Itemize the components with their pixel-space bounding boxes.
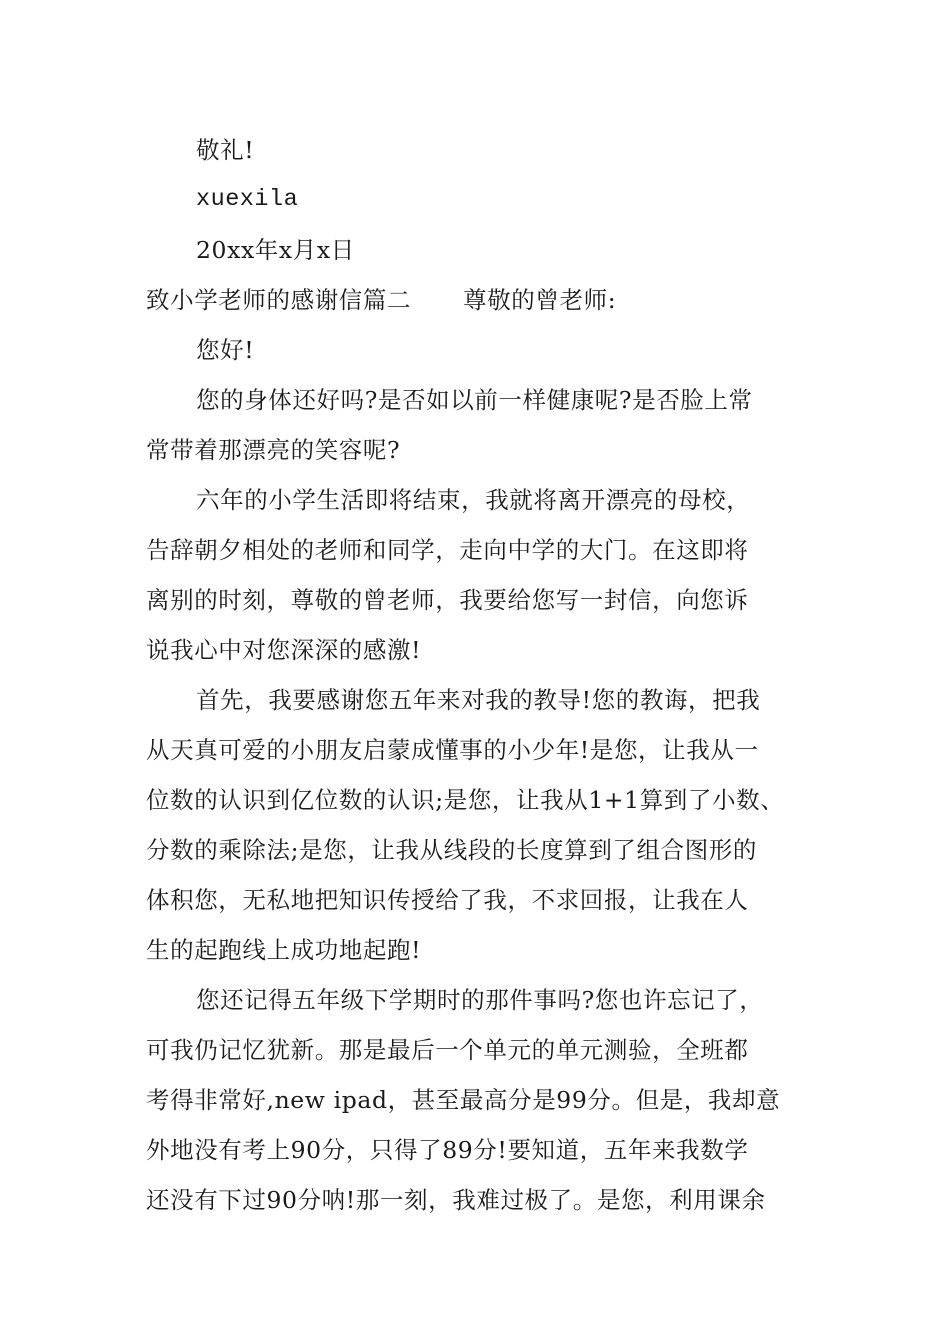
section-title: 致小学老师的感谢信篇二	[146, 286, 412, 314]
paragraph-line: 考得非常好,new ipad，甚至最高分是99分。但是，我却意	[146, 1086, 781, 1114]
paragraph-line: 您还记得五年级下学期时的那件事吗?您也许忘记了，	[196, 986, 764, 1014]
paragraph-line: 告辞朝夕相处的老师和同学，走向中学的大门。在这即将	[146, 536, 749, 564]
paragraph-line: 外地没有考上90分，只得了89分!要知道，五年来我数学	[146, 1136, 749, 1164]
paragraph-line: 从天真可爱的小朋友启蒙成懂事的小少年!是您，让我从一	[146, 736, 759, 764]
section-salutation: 尊敬的曾老师:	[463, 286, 617, 314]
paragraph-line: 常带着那漂亮的笑容呢?	[146, 436, 401, 464]
paragraph-line: 说我心中对您深深的感激!	[146, 636, 422, 664]
letter-date: 20xx年x月x日	[196, 236, 355, 264]
paragraph-line: 六年的小学生活即将结束，我就将离开漂亮的母校，	[196, 486, 751, 514]
greeting: 您好!	[196, 336, 255, 364]
closing-salutation: 敬礼!	[196, 136, 255, 164]
paragraph-line: 位数的认识到亿位数的认识;是您，让我从1+1算到了小数、	[146, 786, 785, 814]
paragraph-line: 还没有下过90分呐!那一刻，我难过极了。是您，利用课余	[146, 1186, 766, 1214]
paragraph-line: 您的身体还好吗?是否如以前一样健康呢?是否脸上常	[196, 386, 753, 414]
paragraph-line: 体积您，无私地把知识传授给了我，不求回报，让我在人	[146, 886, 749, 914]
paragraph-line: 生的起跑线上成功地起跑!	[146, 936, 422, 964]
paragraph-line: 首先，我要感谢您五年来对我的教导!您的教诲，把我	[196, 686, 761, 714]
paragraph-line: 分数的乘除法;是您，让我从线段的长度算到了组合图形的	[146, 836, 758, 864]
paragraph-line: 离别的时刻，尊敬的曾老师，我要给您写一封信，向您诉	[146, 586, 749, 614]
section-heading-row	[146, 284, 616, 316]
signature: xuexila	[196, 186, 299, 213]
paragraph-line: 可我仍记忆犹新。那是最后一个单元的单元测验，全班都	[146, 1036, 749, 1064]
